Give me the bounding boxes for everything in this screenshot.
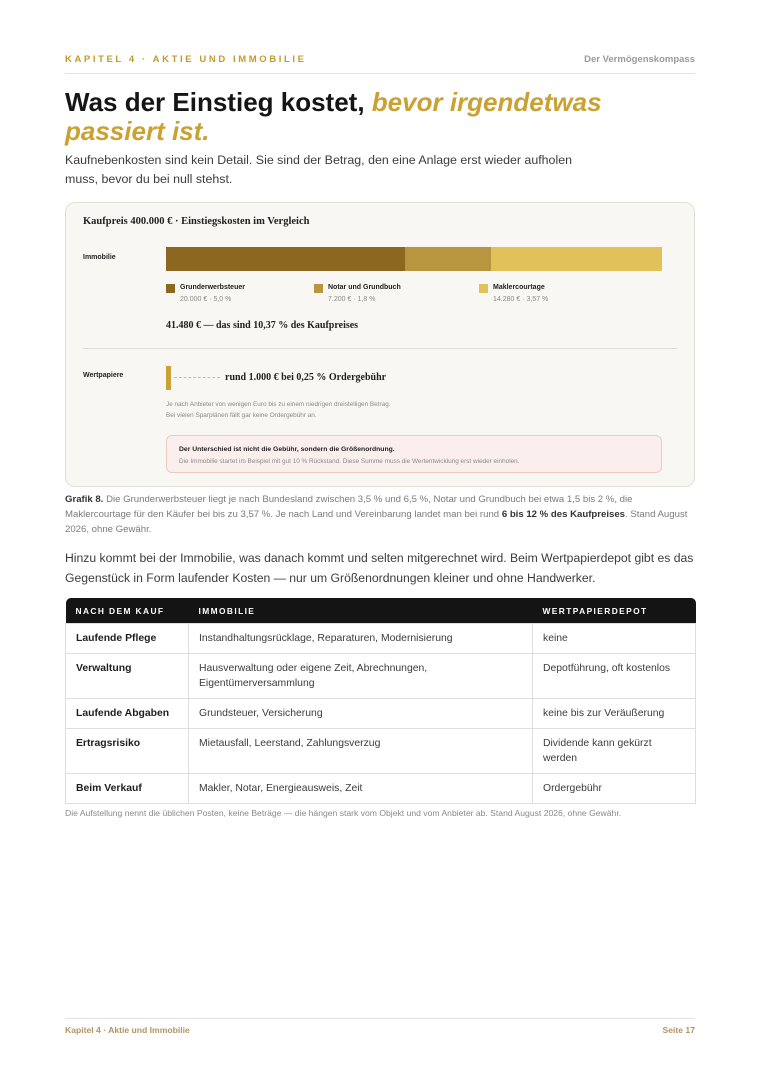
callout-box <box>166 435 662 473</box>
callout-text: Die Immobilie startet im Beispiel mit gut 10 % Rückstand. Diese Summe muss die Wertentwicklung erst wieder einholen. <box>179 458 520 465</box>
table-cell: Verwaltung <box>66 654 189 699</box>
column-header: WERTPAPIERDEPOT <box>533 598 696 624</box>
table-row <box>66 729 696 774</box>
table-row <box>66 699 696 729</box>
page-number: Seite 17 <box>662 1025 695 1035</box>
table-header-row <box>66 598 696 624</box>
caption-bold: 6 bis 12 % des Kaufpreises <box>501 509 625 520</box>
running-header <box>65 54 695 65</box>
table-cell: Depotführung, oft kostenlos <box>533 654 696 699</box>
title-accent: bevor irgendetwas passiert ist. <box>65 87 602 146</box>
page-title <box>65 88 705 146</box>
figure-title: Kaufpreis 400.000 € · Einstiegskosten im Vergleich <box>83 216 310 227</box>
legend-swatch <box>314 284 323 293</box>
table-row <box>66 774 696 804</box>
wertpapiere-row-label: Wertpapiere <box>83 372 124 379</box>
callout-title: Der Unterschied ist nicht die Gebühr, sondern die Größenordnung. <box>179 446 395 453</box>
legend-value: 14.280 € · 3,57 % <box>493 296 549 303</box>
table-cell: Beim Verkauf <box>66 774 189 804</box>
bar-segment-1 <box>166 247 405 271</box>
figure-divider <box>83 348 677 349</box>
legend-swatch <box>479 284 488 293</box>
table-cell: keine bis zur Veräußerung <box>533 699 696 729</box>
book-title: Der Vermögenskompass <box>584 54 695 65</box>
body-paragraph: Hinzu kommt bei der Immobilie, was danach kommt und selten mitgerechnet wird. Beim Wertpapierdepot gibt es das Gegenstück in Form laufender Kosten — nur um Größenordnungen kleiner und ohne Handwerker. <box>65 551 694 585</box>
legend-value: 20.000 € · 5,0 % <box>180 296 232 303</box>
cost-comparison-figure <box>65 202 695 487</box>
wertpapiere-note-1: Je nach Anbieter von wenigen Euro bis zu einem niedrigen dreistelligen Betrag. <box>166 401 391 408</box>
column-header: NACH DEM KAUF <box>66 598 189 624</box>
footer-chapter: Kapitel 4 · Aktie und Immobilie <box>65 1025 190 1035</box>
footer-divider <box>65 1018 695 1019</box>
column-header: IMMOBILIE <box>189 598 533 624</box>
table-cell: Hausverwaltung oder eigene Zeit, Abrechnungen, Eigentümerversammlung <box>189 654 533 699</box>
table-cell: Mietausfall, Leerstand, Zahlungsverzug <box>189 729 533 774</box>
table-row <box>66 624 696 654</box>
table-cell: Grundsteuer, Versicherung <box>189 699 533 729</box>
table-row <box>66 654 696 699</box>
legend-name: Grunderwerbsteuer <box>180 284 245 291</box>
immobilie-cost-bar <box>166 247 662 271</box>
title-main: Was der Einstieg kostet, <box>65 87 365 117</box>
bar-segment-2 <box>405 247 491 271</box>
lede-paragraph: Kaufnebenkosten sind kein Detail. Sie sind der Betrag, den eine Anlage erst wieder aufholen muss, bevor du bei null stehst. <box>65 153 572 186</box>
table-cell: Makler, Notar, Energieausweis, Zeit <box>189 774 533 804</box>
wertpapiere-note-2: Bei vielen Sparplänen fällt gar keine Ordergebühr an. <box>166 412 317 419</box>
table-cell: Instandhaltungsrücklage, Reparaturen, Modernisierung <box>189 624 533 654</box>
bar-segment-3 <box>491 247 662 271</box>
wertpapiere-cost-bar <box>166 366 171 390</box>
legend-name: Notar und Grundbuch <box>328 284 401 291</box>
caption-label: Grafik 8. <box>65 494 104 505</box>
header-divider <box>65 73 695 74</box>
table-cell: Laufende Abgaben <box>66 699 189 729</box>
immobilie-row-label: Immobilie <box>83 254 116 261</box>
table-cell: keine <box>533 624 696 654</box>
chapter-label: KAPITEL 4 · AKTIE UND IMMOBILIE <box>65 54 307 65</box>
wertpapiere-leader-line <box>174 377 220 378</box>
legend-name: Maklercourtage <box>493 284 545 291</box>
wertpapiere-total: rund 1.000 € bei 0,25 % Ordergebühr <box>225 372 387 383</box>
page-footer <box>65 1025 695 1035</box>
caption-text: Die Grunderwerbsteuer liegt je nach Bundesland zwischen 3,5 % und 6,5 %, Notar und Grundbuch bei etwa 1,5 bis 2 %, die Maklercourtage für den Käufer bei bis zu 3,57 %. Je nach Land und Vereinbarung landet man bei rund <box>65 494 633 520</box>
table-note: Die Aufstellung nennt die üblichen Posten, keine Beträge — die hängen stark vom Objekt und vom Anbieter ab. Stand August 2026, ohne Gewähr. <box>65 808 622 818</box>
legend-value: 7.200 € · 1,8 % <box>328 296 376 303</box>
cost-table <box>65 598 696 804</box>
figure-caption <box>65 492 695 537</box>
table-cell: Ordergebühr <box>533 774 696 804</box>
immobilie-total: 41.480 € — das sind 10,37 % des Kaufpreises <box>166 320 359 331</box>
table-cell: Ertragsrisiko <box>66 729 189 774</box>
legend-swatch <box>166 284 175 293</box>
table-cell: Laufende Pflege <box>66 624 189 654</box>
table-cell: Dividende kann gekürzt werden <box>533 729 696 774</box>
caption-end: . Stand August 2026, ohne Gewähr. <box>65 509 688 535</box>
